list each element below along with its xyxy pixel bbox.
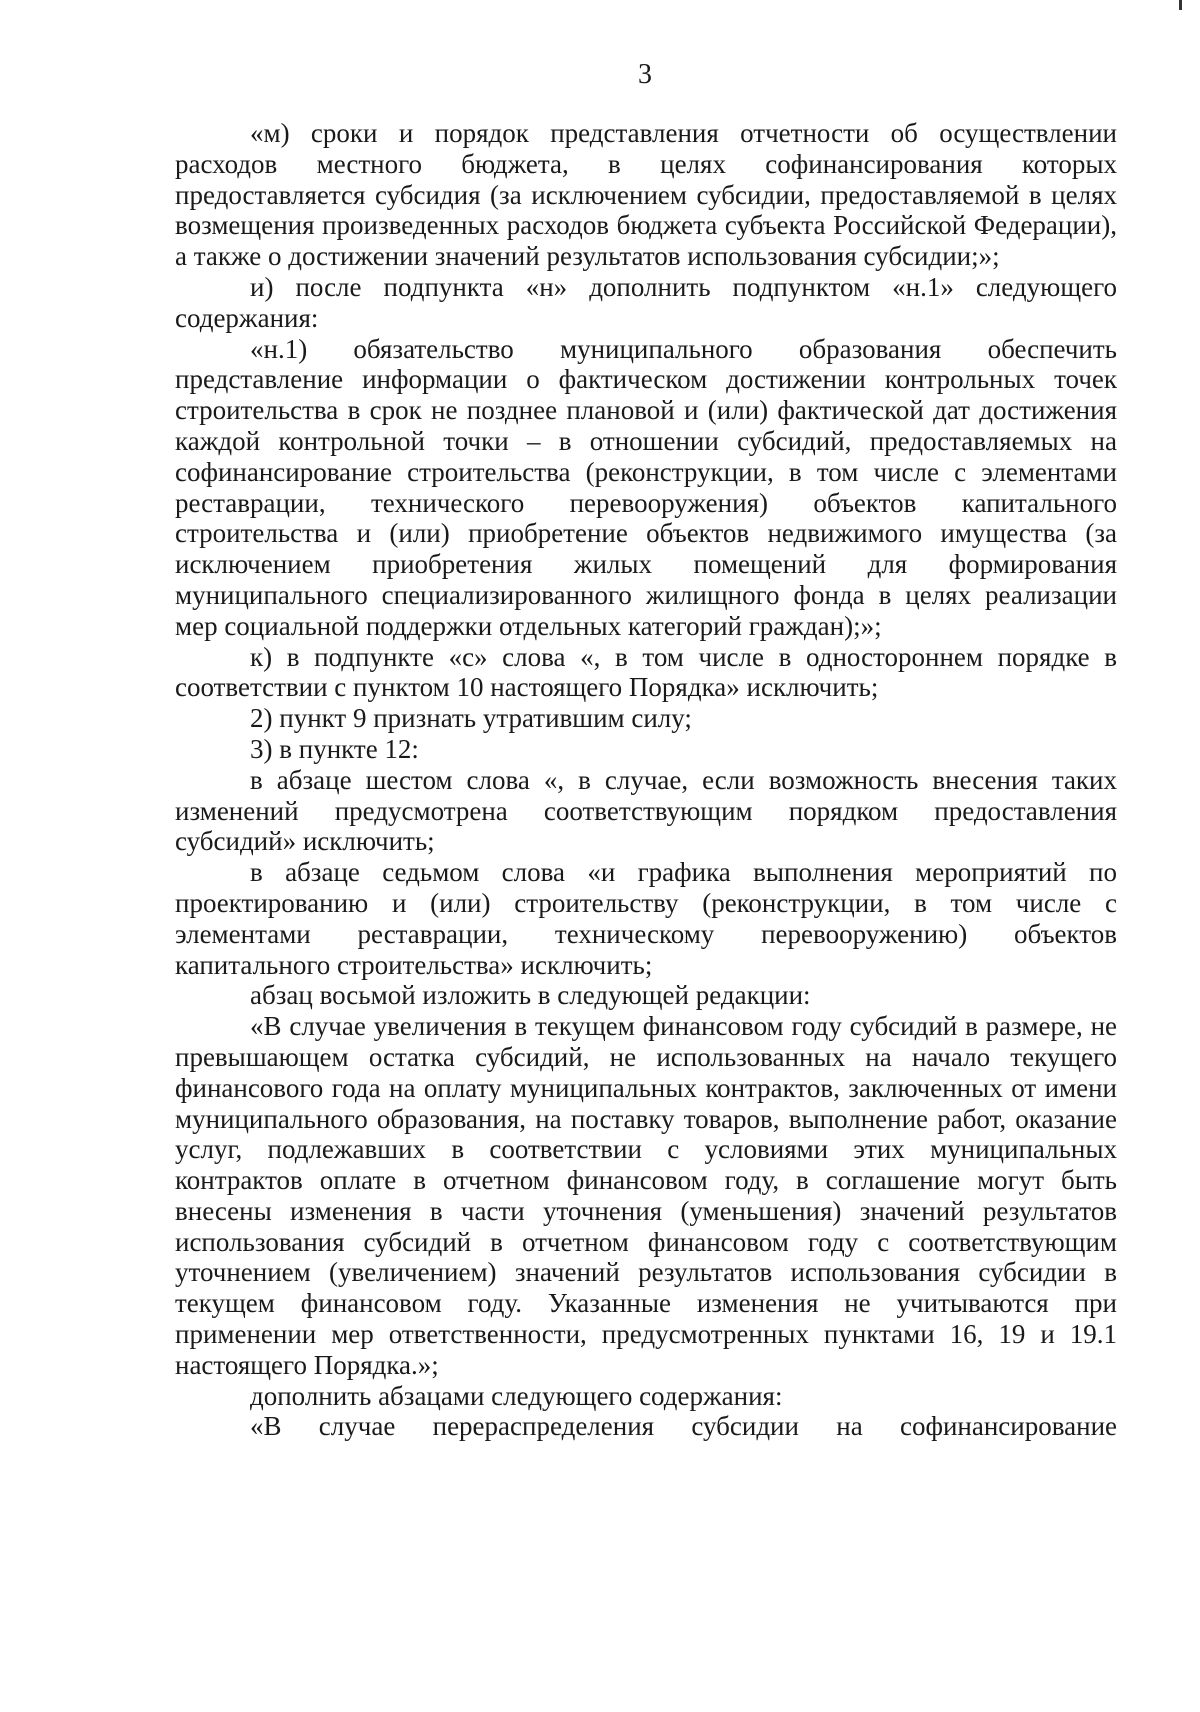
paragraph-abzac-8-text: «В случае увеличения в текущем финансовом году субсидий в размере, не превышающем остатка субсидий, не использованных на начало текущего финансового года на оплату муниципальных контрактов, заключенных от имени муниципального образования, на поставку товаров, выполнение работ, оказание услуг, подлежавших в соответствии с условиями этих муниципальных контрактов оплате в отчетном финансовом году, в соглашение могут быть внесены изменения в части уточнения (уменьшения) значений результатов использования субсидий в отчетном финансовом году с соответствующим уточнением (увеличением) значений результатов использования субсидии в текущем финансовом году. Указанные изменения не учитываются при применении мер ответственности, предусмотренных пунктами 16, 19 и 19.1 настоящего Порядка.»; <box>175 1011 1117 1380</box>
paragraph-n1: «н.1) обязательство муниципального образования обеспечить представление информации о фактическом достижении контрольных точек строительства в срок не позднее плановой и (или) фактической дат достижения каждой контрольной точки – в отношении субсидий, предоставляемых на софинансирование строительства (реконструкции, в том числе с элементами реставрации, технического перевооружения) объектов капитального строительства и (или) приобретение объектов недвижимого имущества (за исключением приобретения жилых помещений для формирования муниципального специализированного жилищного фонда в целях реализации мер социальной поддержки отдельных категорий граждан);»; <box>175 333 1117 641</box>
paragraph-abzac-8-intro: абзац восьмой изложить в следующей редакции: <box>250 980 811 1011</box>
paragraph-m: «м) сроки и порядок представления отчетности об осуществлении расходов местного бюджета, в целях софинансирования которых предоставляется субсидия (за исключением субсидии, предоставляемой в целях возмещения произведенных расходов бюджета субъекта Российской Федерации), а также о достижении значений результатов использования субсидии;»; <box>175 118 1117 272</box>
paragraph-item-3: 3) в пункте 12: <box>250 733 419 764</box>
document-body <box>175 118 1117 1442</box>
scan-artifact-mark <box>1179 0 1182 10</box>
paragraph-abzac-7: в абзаце седьмом слова «и графика выполнения мероприятий по проектированию и (или) строительству (реконструкции, в том числе с элементами реставрации, техническому перевооружению) объектов капитального строительства» исключить; <box>175 857 1117 980</box>
paragraph-abzac-6: в абзаце шестом слова «, в случае, если возможность внесения таких изменений предусмотрена соответствующим порядком предоставления субсидий» исключить; <box>175 764 1117 857</box>
paragraph-add-intro: дополнить абзацами следующего содержания: <box>250 1380 783 1411</box>
paragraph-k: к) в подпункте «с» слова «, в том числе в одностороннем порядке в соответствии с пунктом 10 настоящего Порядка» исключить; <box>175 641 1117 703</box>
paragraph-redistribution: «В случае перераспределения субсидии на софинансирование <box>250 1411 1117 1442</box>
paragraph-i: и) после подпункта «н» дополнить подпунктом «н.1» следующего содержания: <box>175 271 1117 333</box>
paragraph-item-2: 2) пункт 9 признать утратившим силу; <box>250 703 692 734</box>
page-number: 3 <box>638 59 652 90</box>
